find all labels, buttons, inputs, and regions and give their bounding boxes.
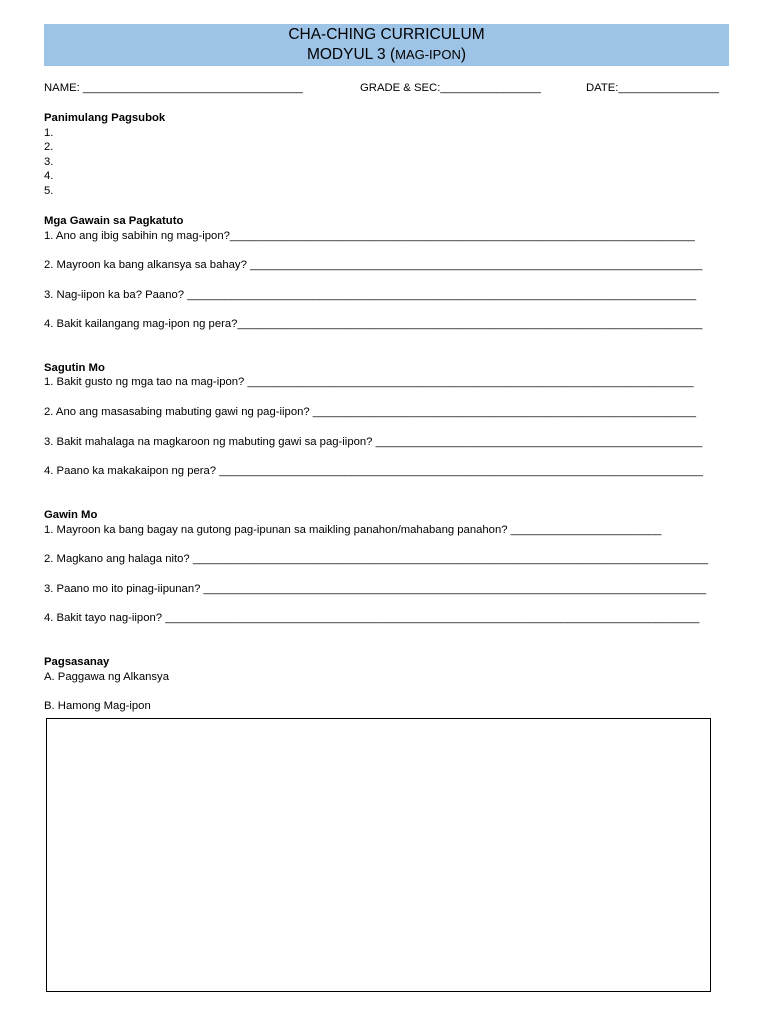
worksheet-title: CHA-CHING CURRICULUM xyxy=(288,26,485,43)
question-line[interactable]: 2. Ano ang masasabing mabuting gawi ng pag-iipon? _____________________________________________________________ xyxy=(44,406,697,418)
module-topic: MAG-IPON xyxy=(395,47,461,62)
name-field[interactable]: NAME: ___________________________________ xyxy=(44,82,303,94)
section-heading-gawain: Mga Gawain sa Pagkatuto xyxy=(44,215,184,227)
question-line[interactable]: 2. Mayroon ka bang alkansya sa bahay? ________________________________________________________________________ xyxy=(44,259,703,271)
section-heading-sagutin: Sagutin Mo xyxy=(44,362,105,374)
section-heading-panimula: Panimulang Pagsubok xyxy=(44,112,166,124)
section-heading-pagsasanay: Pagsasanay xyxy=(44,656,110,668)
worksheet-header xyxy=(44,24,729,66)
list-item: 5. xyxy=(44,185,54,197)
question-line[interactable]: 3. Bakit mahalaga na magkaroon ng mabuting gawi sa pag-iipon? ____________________________________________________ xyxy=(44,436,703,448)
list-item: 2. xyxy=(44,141,54,153)
grade-section-field[interactable]: GRADE & SEC:________________ xyxy=(360,82,541,94)
question-line[interactable]: 4. Bakit tayo nag-iipon? _____________________________________________________________________________________ xyxy=(44,612,700,624)
module-title xyxy=(44,45,729,65)
list-item: 4. xyxy=(44,170,54,182)
question-line[interactable]: 4. Paano ka makakaipon ng pera? _____________________________________________________________________________ xyxy=(44,465,703,477)
date-field[interactable]: DATE:________________ xyxy=(586,82,719,94)
module-suffix: ) xyxy=(460,46,467,63)
question-line[interactable]: 3. Paano mo ito pinag-iipunan? ________________________________________________________________________________ xyxy=(44,583,707,595)
activity-item-a: A. Paggawa ng Alkansya xyxy=(44,671,169,683)
question-line[interactable]: 1. Mayroon ka bang bagay na gutong pag-ipunan sa maikling panahon/mahabang panahon? ________________________ xyxy=(44,524,662,536)
question-line[interactable]: 2. Magkano ang halaga nito? __________________________________________________________________________________ xyxy=(44,553,709,565)
activity-item-b: B. Hamong Mag-ipon xyxy=(44,700,151,712)
question-line[interactable]: 1. Bakit gusto ng mga tao na mag-ipon? _______________________________________________________________________ xyxy=(44,376,694,388)
section-heading-gawin: Gawin Mo xyxy=(44,509,98,521)
question-line[interactable]: 1. Ano ang ibig sabihin ng mag-ipon?__________________________________________________________________________ xyxy=(44,230,695,242)
response-box[interactable] xyxy=(46,718,711,992)
module-prefix: MODYUL 3 ( xyxy=(306,46,396,63)
list-item: 3. xyxy=(44,156,54,168)
question-line[interactable]: 3. Nag-iipon ka ba? Paano? _________________________________________________________________________________ xyxy=(44,289,697,301)
list-item: 1. xyxy=(44,127,54,139)
question-line[interactable]: 4. Bakit kailangang mag-ipon ng pera?__________________________________________________________________________ xyxy=(44,318,703,330)
